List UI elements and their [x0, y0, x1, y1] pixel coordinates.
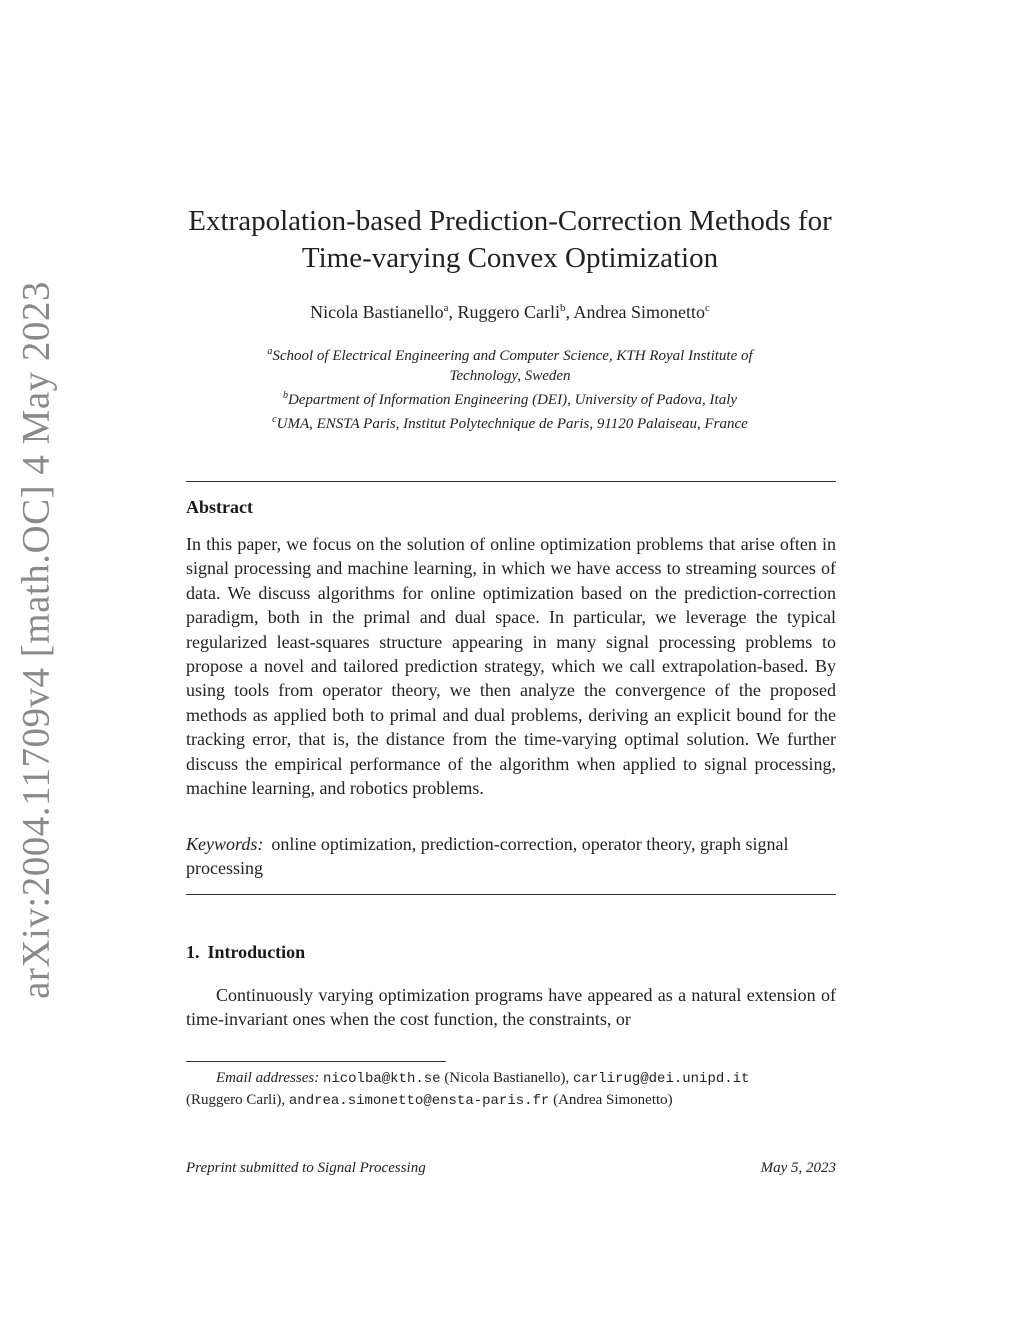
footnote-label: Email addresses: — [216, 1070, 320, 1086]
author-sup: a — [443, 302, 449, 314]
keywords-label: Keywords: — [186, 834, 264, 854]
email-link[interactable]: carlirug@dei.unipd.it — [573, 1071, 750, 1087]
arxiv-stamp-text: arXiv:2004.11709v4 [math.OC] 4 May 2023 — [14, 281, 58, 999]
section-number: 1. — [186, 942, 200, 962]
author-sup: b — [559, 302, 566, 314]
email-link[interactable]: andrea.simonetto@ensta-paris.fr — [288, 1093, 550, 1109]
footer-date: May 5, 2023 — [760, 1160, 836, 1176]
affiliation-c: $^c$UMA, ENSTA Paris, Institut Polytechnique de Paris, 91120 Palaiseau, France — [272, 414, 748, 432]
affiliation-b: $^b$Department of Information Engineering (DEI), University of Padova, Italy — [282, 390, 738, 408]
section-title: Introduction — [207, 942, 306, 962]
paper-title — [150, 203, 870, 277]
author-name: Ruggero Carli — [457, 302, 560, 322]
author-name: Andrea Simonetto — [573, 302, 705, 322]
arxiv-stamp — [6, 281, 66, 999]
email-owner: (Ruggero Carli), — [186, 1092, 286, 1108]
affiliation-a: $^a$School of Electrical Engineering and Computer Science, KTH Royal Institute of — [267, 346, 753, 364]
email-owner: (Nicola Bastianello), — [444, 1070, 570, 1086]
abstract-bottom-rule — [186, 894, 836, 895]
footnote — [186, 1068, 836, 1112]
email-link[interactable]: nicolba@kth.se — [322, 1071, 441, 1087]
abstract-text: In this paper, we focus on the solution of online optimization problems that arise often in signal processing and machine learning, in which we have access to streaming sources of data. We discuss algorithms for online optimization based on the prediction-correction paradigm, both in the primal and dual space. In particular, we leverage the typical regularized least-squares structure appearing in many signal processing problems to propose a novel and tailored prediction strategy, which we call extrapolation-based. By using tools from operator theory, we then analyze the convergence of the proposed methods as applied both to primal and dual problems, deriving an explicit bound for the tracking error, that is, the distance from the time-varying optimal solution. We further discuss the empirical performance of the algorithm when applied to signal processing, machine learning, and robotics problems. — [186, 534, 836, 799]
author-sup: c — [704, 302, 710, 314]
author-list: Nicola Bastianello$^a$, Ruggero Carli$^b$, Andrea Simonetto$^c$ — [310, 302, 710, 322]
keywords — [186, 832, 836, 880]
affiliation-a-cont: Technology, Sweden — [449, 368, 571, 384]
section-heading — [186, 942, 836, 963]
footnote-rule — [186, 1061, 446, 1062]
abstract-heading: Abstract — [186, 497, 253, 517]
author-name: Nicola Bastianello — [310, 302, 444, 322]
title-line-2: Time-varying Convex Optimization — [301, 242, 719, 274]
abstract-top-rule — [186, 481, 836, 482]
email-owner: (Andrea Simonetto) — [553, 1092, 673, 1108]
affiliations — [190, 342, 830, 434]
page-footer — [186, 1160, 836, 1177]
keywords-text: online optimization, prediction-correction, operator theory, graph signal processing — [186, 834, 789, 878]
introduction-text: Continuously varying optimization programs have appeared as a natural extension of time-invariant ones when the cost function, the constraints, or — [186, 985, 836, 1030]
footer-journal: Preprint submitted to Signal Processing — [186, 1160, 426, 1176]
title-line-1: Extrapolation-based Prediction-Correction Methods for — [188, 205, 832, 237]
